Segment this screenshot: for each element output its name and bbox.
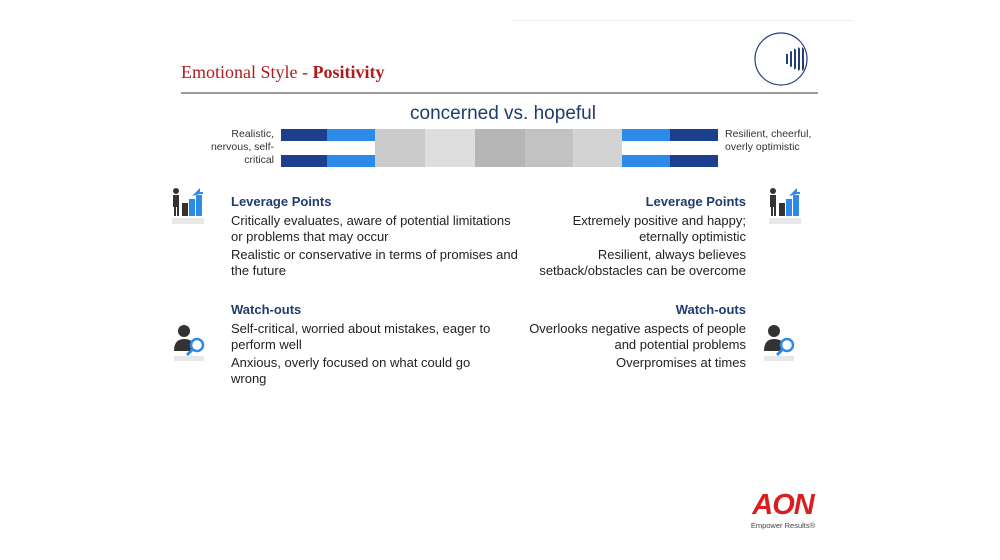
left-leverage-item: Critically evaluates, aware of potential limitations or problems that may occur xyxy=(231,213,511,244)
left-watchout-item: Self-critical, worried about mistakes, eager to perform well xyxy=(231,321,491,352)
top-divider xyxy=(512,20,852,21)
left-watchout-item: Anxious, overly focused on what could go wrong xyxy=(231,355,471,386)
scale-left-label: Realistic, nervous, self-critical xyxy=(210,128,274,166)
growth-chart-person-icon xyxy=(170,186,206,226)
aon-logo xyxy=(746,490,820,530)
left-leverage-item: Realistic or conservative in terms of promises and the future xyxy=(231,247,518,278)
scale-right-dark xyxy=(670,129,718,167)
scale-gray-segment xyxy=(425,129,475,167)
scale-gray-segment xyxy=(525,129,573,167)
page-title: Emotional Style - Positivity xyxy=(181,62,385,82)
right-watchout-item: Overlooks negative aspects of people and potential problems xyxy=(529,321,746,352)
scale-left-light xyxy=(327,129,375,167)
title-rule xyxy=(181,92,818,94)
scale-bar xyxy=(281,129,718,167)
scale-left-dark xyxy=(281,129,327,167)
person-magnifier-icon xyxy=(762,323,798,363)
right-watchout-item: Overpromises at times xyxy=(615,355,746,370)
growth-chart-person-icon xyxy=(767,186,803,226)
logo-tagline: Empower Results® xyxy=(750,521,816,530)
scale-right-light xyxy=(622,129,670,167)
right-watchouts-heading: Watch-outs xyxy=(675,302,746,317)
logo-wordmark: AON xyxy=(752,489,814,521)
scale-gray-segment xyxy=(573,129,622,167)
scale-title: concerned vs. hopeful xyxy=(410,103,596,124)
person-magnifier-icon xyxy=(172,323,208,363)
radar-icon xyxy=(752,30,810,88)
scale-right-label: Resilient, cheerful, overly optimistic xyxy=(725,128,812,153)
right-leverage-item: Extremely positive and happy; eternally optimistic xyxy=(572,213,746,244)
scale-gray-segment xyxy=(475,129,525,167)
scale-gray-segment xyxy=(375,129,425,167)
right-leverage-heading: Leverage Points xyxy=(645,194,746,209)
left-leverage-heading: Leverage Points xyxy=(231,194,332,209)
right-leverage-item: Resilient, always believes setback/obstacles can be overcome xyxy=(539,247,746,278)
left-watchouts-heading: Watch-outs xyxy=(231,302,302,317)
